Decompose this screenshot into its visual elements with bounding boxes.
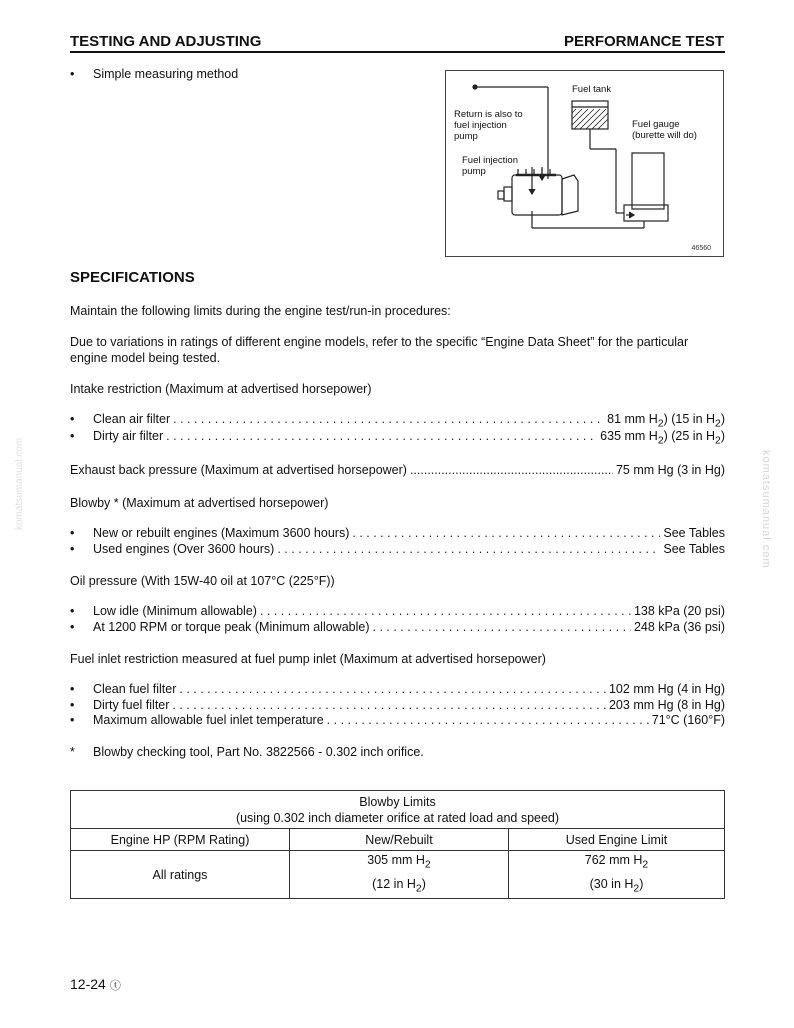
footnote-text: Blowby checking tool, Part No. 3822566 - 0.302 inch orifice.	[93, 745, 424, 759]
header-new-rebuilt: New/Rebuilt	[290, 829, 509, 851]
spec-value: 81 mm $H_2$) (15 in $H_2$)	[607, 412, 725, 430]
dot-leader	[373, 620, 631, 634]
bullet-dot: •	[70, 526, 75, 540]
spec-row-clean-fuel-filter	[70, 682, 725, 696]
label-return-line: Return is also to fuel injection pump	[454, 109, 523, 142]
return-line-end	[473, 85, 477, 89]
label-fuel-injection-pump: Fuel injection pump	[462, 155, 518, 177]
bullet-dot: •	[70, 429, 75, 443]
bullet-dot: •	[70, 542, 75, 556]
bullet-dot: •	[70, 620, 75, 634]
revision-mark-icon: ⓣ	[109, 980, 121, 992]
spec-value: 75 mm Hg (3 in Hg)	[615, 463, 725, 477]
page-number: 12-24	[70, 976, 106, 992]
spec-value: 248 kPa (36 psi)	[633, 620, 725, 634]
bullet-dot: •	[70, 682, 75, 696]
dot-leader	[166, 429, 597, 443]
spec-para-2: Due to variations in ratings of different engine models, refer to the specific “Engine Data Sheet” for the particular engine model being tested.	[70, 335, 689, 365]
figure-number: 46560	[691, 245, 711, 252]
table-caption: Blowby Limits (using 0.302 inch diameter orifice at rated load and speed)	[71, 791, 725, 829]
spec-row-dirty-air-filter	[70, 429, 725, 447]
spec-label: Dirty air filter	[93, 429, 164, 443]
bullet-dot: •	[70, 412, 75, 426]
spec-value: See Tables	[663, 542, 725, 556]
dot-leader	[260, 604, 631, 618]
spec-label: Clean air filter	[93, 412, 171, 426]
header-left: TESTING AND ADJUSTING	[70, 33, 262, 50]
dot-leader	[410, 463, 613, 477]
bullet-dot: •	[70, 604, 75, 618]
fuel-gauge-burette	[632, 153, 664, 209]
cell-rating: All ratings	[71, 851, 290, 899]
spec-value: 102 mm Hg (4 in Hg)	[608, 682, 725, 696]
spec-row-used-engines	[70, 542, 725, 556]
label-fuel-gauge: Fuel gauge (burette will do)	[632, 119, 697, 141]
header-used-engine-limit: Used Engine Limit	[509, 829, 725, 851]
table-row	[71, 851, 725, 899]
spec-label: Maximum allowable fuel inlet temperature	[93, 713, 324, 727]
spec-value: 635 mm $H_2$) (25 in $H_2$)	[600, 429, 725, 447]
intro-bullet	[70, 67, 238, 81]
spec-row-torque-peak	[70, 620, 725, 634]
spec-row-exhaust-back-pressure	[70, 463, 725, 477]
cell-new-rebuilt: 305 mm $H_2$ (12 in $H_2$)	[290, 851, 509, 899]
spec-label: At 1200 RPM or torque peak (Minimum allowable)	[93, 620, 370, 634]
spec-label: Dirty fuel filter	[93, 698, 170, 712]
label-fuel-tank: Fuel tank	[572, 84, 612, 95]
blowby-heading: Blowby * (Maximum at advertised horsepower)	[70, 496, 329, 510]
dot-leader	[327, 713, 649, 727]
bullet-dot: •	[70, 67, 75, 81]
specifications-title: SPECIFICATIONS	[70, 269, 195, 286]
page-footer	[70, 976, 121, 993]
footnote-mark: *	[70, 745, 75, 759]
spec-para-1: Maintain the following limits during the engine test/run-in procedures:	[70, 304, 451, 318]
watermark-right: komatsumanual.com	[760, 450, 772, 569]
bullet-dot: •	[70, 713, 75, 727]
blowby-limits-table	[70, 790, 725, 899]
watermark-left: komatsumanual.com	[14, 437, 25, 530]
spec-label: New or rebuilt engines (Maximum 3600 hours)	[93, 526, 350, 540]
spec-label: Clean fuel filter	[93, 682, 177, 696]
dot-leader	[172, 698, 606, 712]
spec-value: 203 mm Hg (8 in Hg)	[608, 698, 725, 712]
oil-heading: Oil pressure (With 15W-40 oil at 107°C (225°F))	[70, 574, 335, 588]
spec-row-low-idle	[70, 604, 725, 618]
spec-value: 138 kPa (20 psi)	[633, 604, 725, 618]
spec-row-dirty-fuel-filter	[70, 698, 725, 712]
header-engine-hp: Engine HP (RPM Rating)	[71, 829, 290, 851]
spec-value: See Tables	[663, 526, 725, 540]
cell-used-limit: 762 mm $H_2$ (30 in $H_2$)	[509, 851, 725, 899]
dot-leader	[179, 682, 606, 696]
spec-row-fuel-inlet-temperature	[70, 713, 725, 727]
intro-bullet-text: Simple measuring method	[93, 67, 239, 81]
spec-label: Exhaust back pressure (Maximum at advertised horsepower)	[70, 463, 407, 477]
intake-heading: Intake restriction (Maximum at advertised horsepower)	[70, 382, 372, 396]
fuel-heading: Fuel inlet restriction measured at fuel pump inlet (Maximum at advertised horsepower)	[70, 652, 546, 666]
footnote	[70, 745, 424, 759]
fuel-measurement-figure	[445, 70, 724, 257]
dot-leader	[352, 526, 660, 540]
header-rule	[70, 51, 725, 53]
fuel-injection-pump	[512, 175, 562, 215]
dot-leader	[173, 412, 604, 426]
header-right: PERFORMANCE TEST	[563, 33, 724, 50]
spec-row-new-engines	[70, 526, 725, 540]
bullet-dot: •	[70, 698, 75, 712]
spec-row-clean-air-filter	[70, 412, 725, 430]
spec-label: Low idle (Minimum allowable)	[93, 604, 257, 618]
spec-value: 71°C (160°F)	[651, 713, 725, 727]
spec-label: Used engines (Over 3600 hours)	[93, 542, 275, 556]
dot-leader	[277, 542, 660, 556]
